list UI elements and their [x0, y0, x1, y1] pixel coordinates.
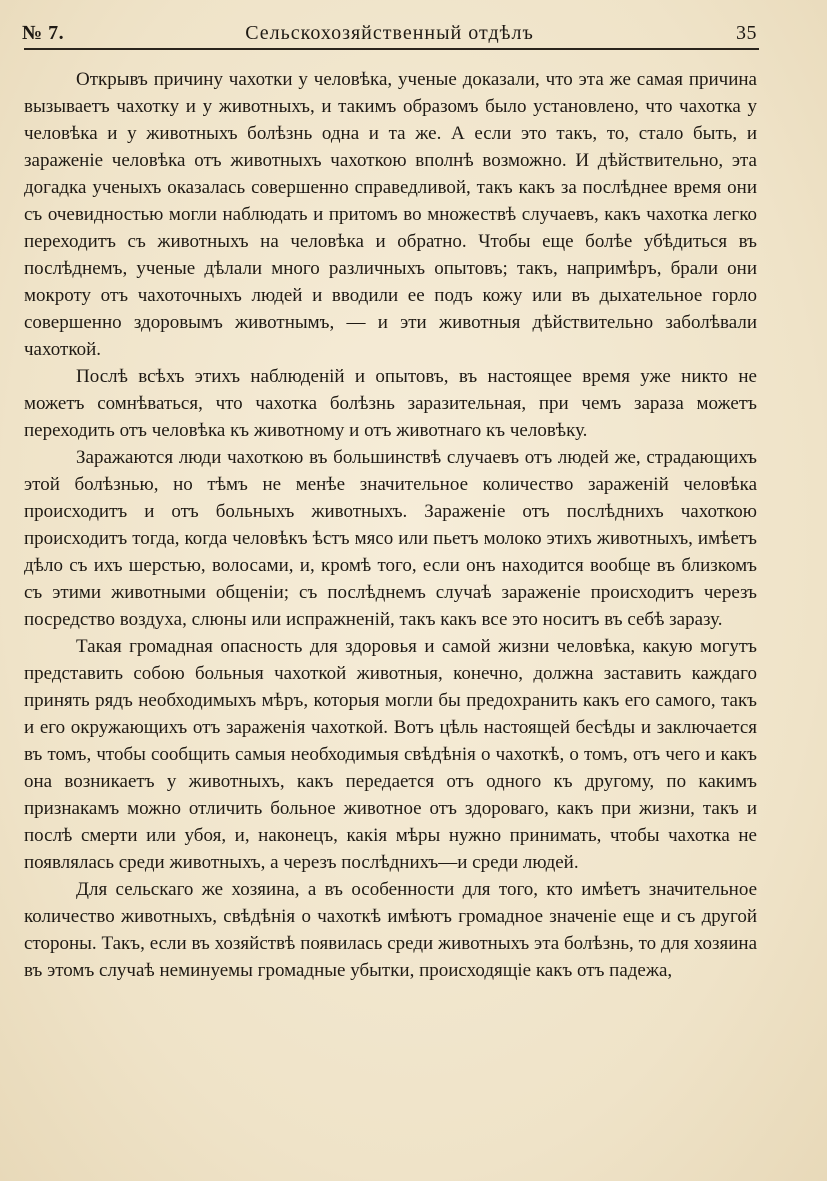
- page-number: 35: [736, 22, 757, 44]
- paragraph-4: Такая громадная опасность для здоровья и самой жизни человѣка, какую могутъ представить собою больныя чахоткой животныя, конечно, должна заставить каждаго принять рядъ необходимыхъ мѣръ, которыя могли бы предохранить какъ его самого, такъ и его окружающихъ отъ зараженія чахоткой. Вотъ цѣль настоящей бесѣды и заключается въ томъ, чтобы сообщить самыя необходимыя свѣдѣнія о чахоткѣ, о томъ, отъ чего и какъ она возникаетъ у животныхъ, какъ передается отъ одного къ другому, по какимъ признакамъ можно отличить больное животное отъ здороваго, какъ при жизни, такъ и послѣ смерти или убоя, и, наконецъ, какія мѣры нужно принимать, чтобы чахотка не появлялась среди животныхъ, а черезъ послѣднихъ—и среди людей.: [24, 636, 757, 873]
- paragraph-2: Послѣ всѣхъ этихъ наблюденій и опытовъ, въ настоящее время уже никто не можетъ сомнѣваться, что чахотка болѣзнь заразительная, при чемъ зараза можетъ переходить отъ человѣка къ животному и отъ животнаго къ человѣку.: [24, 366, 757, 441]
- article-body: [24, 66, 757, 984]
- issue-number: № 7.: [22, 22, 65, 44]
- running-header: [22, 14, 757, 48]
- section-title: Сельскохозяйственный отдѣлъ: [245, 22, 534, 44]
- paragraph-1: Открывъ причину чахотки у человѣка, ученые доказали, что эта же самая причина вызываетъ чахотку и у животныхъ, и такимъ образомъ было установлено, что чахотка у человѣка и у животныхъ болѣзнь одна и та же. А если это такъ, то, стало быть, и зараженіе человѣка отъ животныхъ чахоткою вполнѣ возможно. И дѣйствительно, эта догадка ученыхъ оказалась совершенно справедливой, такъ какъ за послѣднее время они съ очевидностью могли наблюдать и притомъ во множествѣ случаевъ, какъ чахотка легко переходитъ съ животныхъ на человѣка и обратно. Чтобы еще болѣе убѣдиться въ послѣднемъ, ученые дѣлали много различныхъ опытовъ; такъ, напримѣръ, брали они мокроту отъ чахоточныхъ людей и вводили ее подъ кожу или въ дыхательное горло совершенно здоровымъ животнымъ, — и эти животныя дѣйствительно заболѣвали чахоткой.: [24, 69, 757, 360]
- header-rule: [24, 48, 759, 50]
- paragraph-3: Заражаются люди чахоткою въ большинствѣ случаевъ отъ людей же, страдающихъ этой болѣзнью, но тѣмъ не менѣе значительное количество зараженій человѣка происходитъ и отъ больныхъ животныхъ. Зараженіе отъ послѣднихъ чахоткою происходитъ тогда, когда человѣкъ ѣстъ мясо или пьетъ молоко этихъ животныхъ, имѣетъ дѣло съ ихъ шерстью, волосами, и, кромѣ того, если онъ находится вообще въ близкомъ съ этими животными общеніи; съ послѣднемъ случаѣ зараженіе происходитъ черезъ посредство воздуха, слюны или испражненій, такъ какъ все это носитъ въ себѣ заразу.: [24, 447, 757, 630]
- paragraph-5: Для сельскаго же хозяина, а въ особенности для того, кто имѣетъ значительное количество животныхъ, свѣдѣнія о чахоткѣ имѣютъ громадное значеніе еще и съ другой стороны. Такъ, если въ хозяйствѣ появилась среди животныхъ эта болѣзнь, то для хозяина въ этомъ случаѣ неминуемы громадные убытки, происходящіе какъ отъ падежа,: [24, 879, 757, 981]
